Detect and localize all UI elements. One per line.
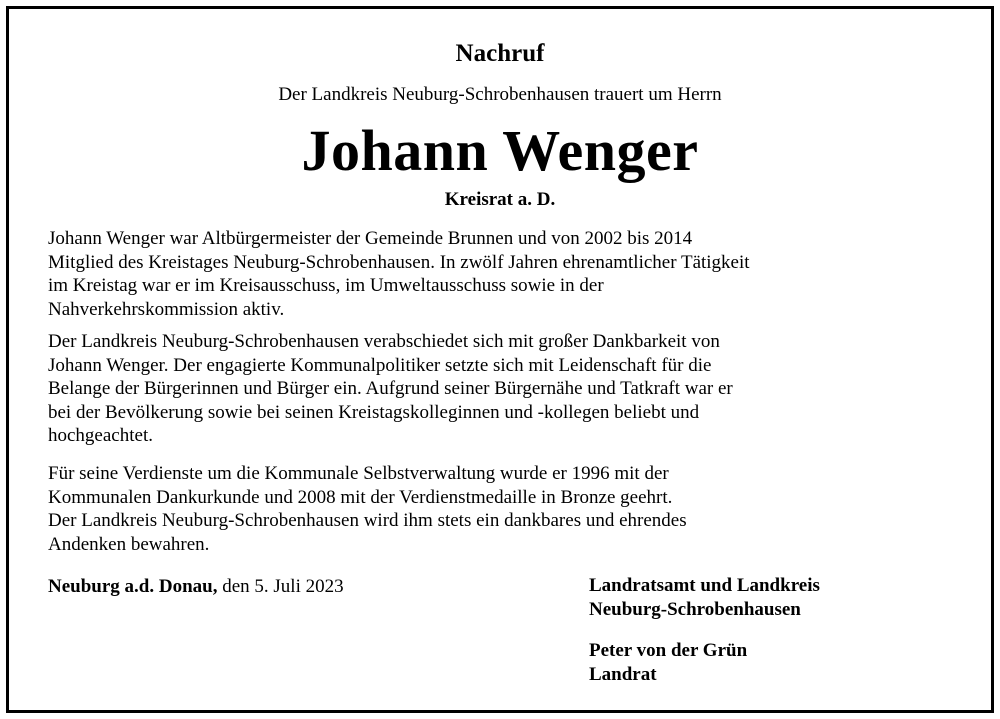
notice-heading: Nachruf: [455, 40, 545, 67]
issuing-office: [589, 574, 820, 621]
paragraph-line: hochgeachtet.: [48, 425, 153, 447]
paragraph-line: bei der Bevölkerung sowie bei seinen Kreistagskolleginnen und -kollegen beliebt und: [48, 401, 700, 423]
paragraph-line: im Kreistag war er im Kreisausschuss, im Umweltausschuss sowie in der: [48, 275, 604, 297]
notice-date: den 5. Juli 2023: [222, 576, 344, 597]
paragraph-honors: [48, 462, 968, 556]
office-line: Landratsamt und Landkreis: [589, 575, 820, 596]
paragraph-line: Für seine Verdienste um die Kommunale Selbstverwaltung wurde er 1996 mit der: [48, 463, 669, 484]
paragraph-line: Johann Wenger war Altbürgermeister der Gemeinde Brunnen und von 2002 bis 2014: [48, 228, 693, 249]
signature-block: [589, 639, 747, 686]
paragraph-farewell: [48, 330, 968, 448]
deceased-name: Johann Wenger: [301, 118, 699, 183]
notice-intro: Der Landkreis Neuburg-Schrobenhausen trauert um Herrn: [278, 84, 722, 105]
paragraph-line: Kommunalen Dankurkunde und 2008 mit der Verdienstmedaille in Bronze geehrt.: [48, 486, 673, 508]
paragraph-line: Der Landkreis Neuburg-Schrobenhausen wird ihm stets ein dankbares und ehrendes: [48, 510, 687, 532]
office-line: Neuburg-Schrobenhausen: [589, 598, 801, 620]
paragraph-line: Johann Wenger. Der engagierte Kommunalpolitiker setzte sich mit Leidenschaft für die: [48, 354, 712, 376]
signer-name: Peter von der Grün: [589, 640, 748, 661]
place-date-line: [48, 576, 344, 598]
paragraph-line: Der Landkreis Neuburg-Schrobenhausen verabschiedet sich mit großer Dankbarkeit von: [48, 331, 720, 352]
place-name: Neuburg a.d. Donau,: [48, 576, 218, 597]
deceased-role: Kreisrat a. D.: [444, 189, 556, 210]
paragraph-line: Belange der Bürgerinnen und Bürger ein. Aufgrund seiner Bürgernähe und Tatkraft war er: [48, 378, 733, 400]
paragraph-line: Nahverkehrskommission aktiv.: [48, 298, 285, 320]
paragraph-career: [48, 227, 968, 321]
signer-title: Landrat: [589, 663, 657, 685]
paragraph-line: Andenken bewahren.: [48, 533, 210, 555]
paragraph-line: Mitglied des Kreistages Neuburg-Schrobenhausen. In zwölf Jahren ehrenamtlicher Tätigkeit: [48, 251, 750, 273]
